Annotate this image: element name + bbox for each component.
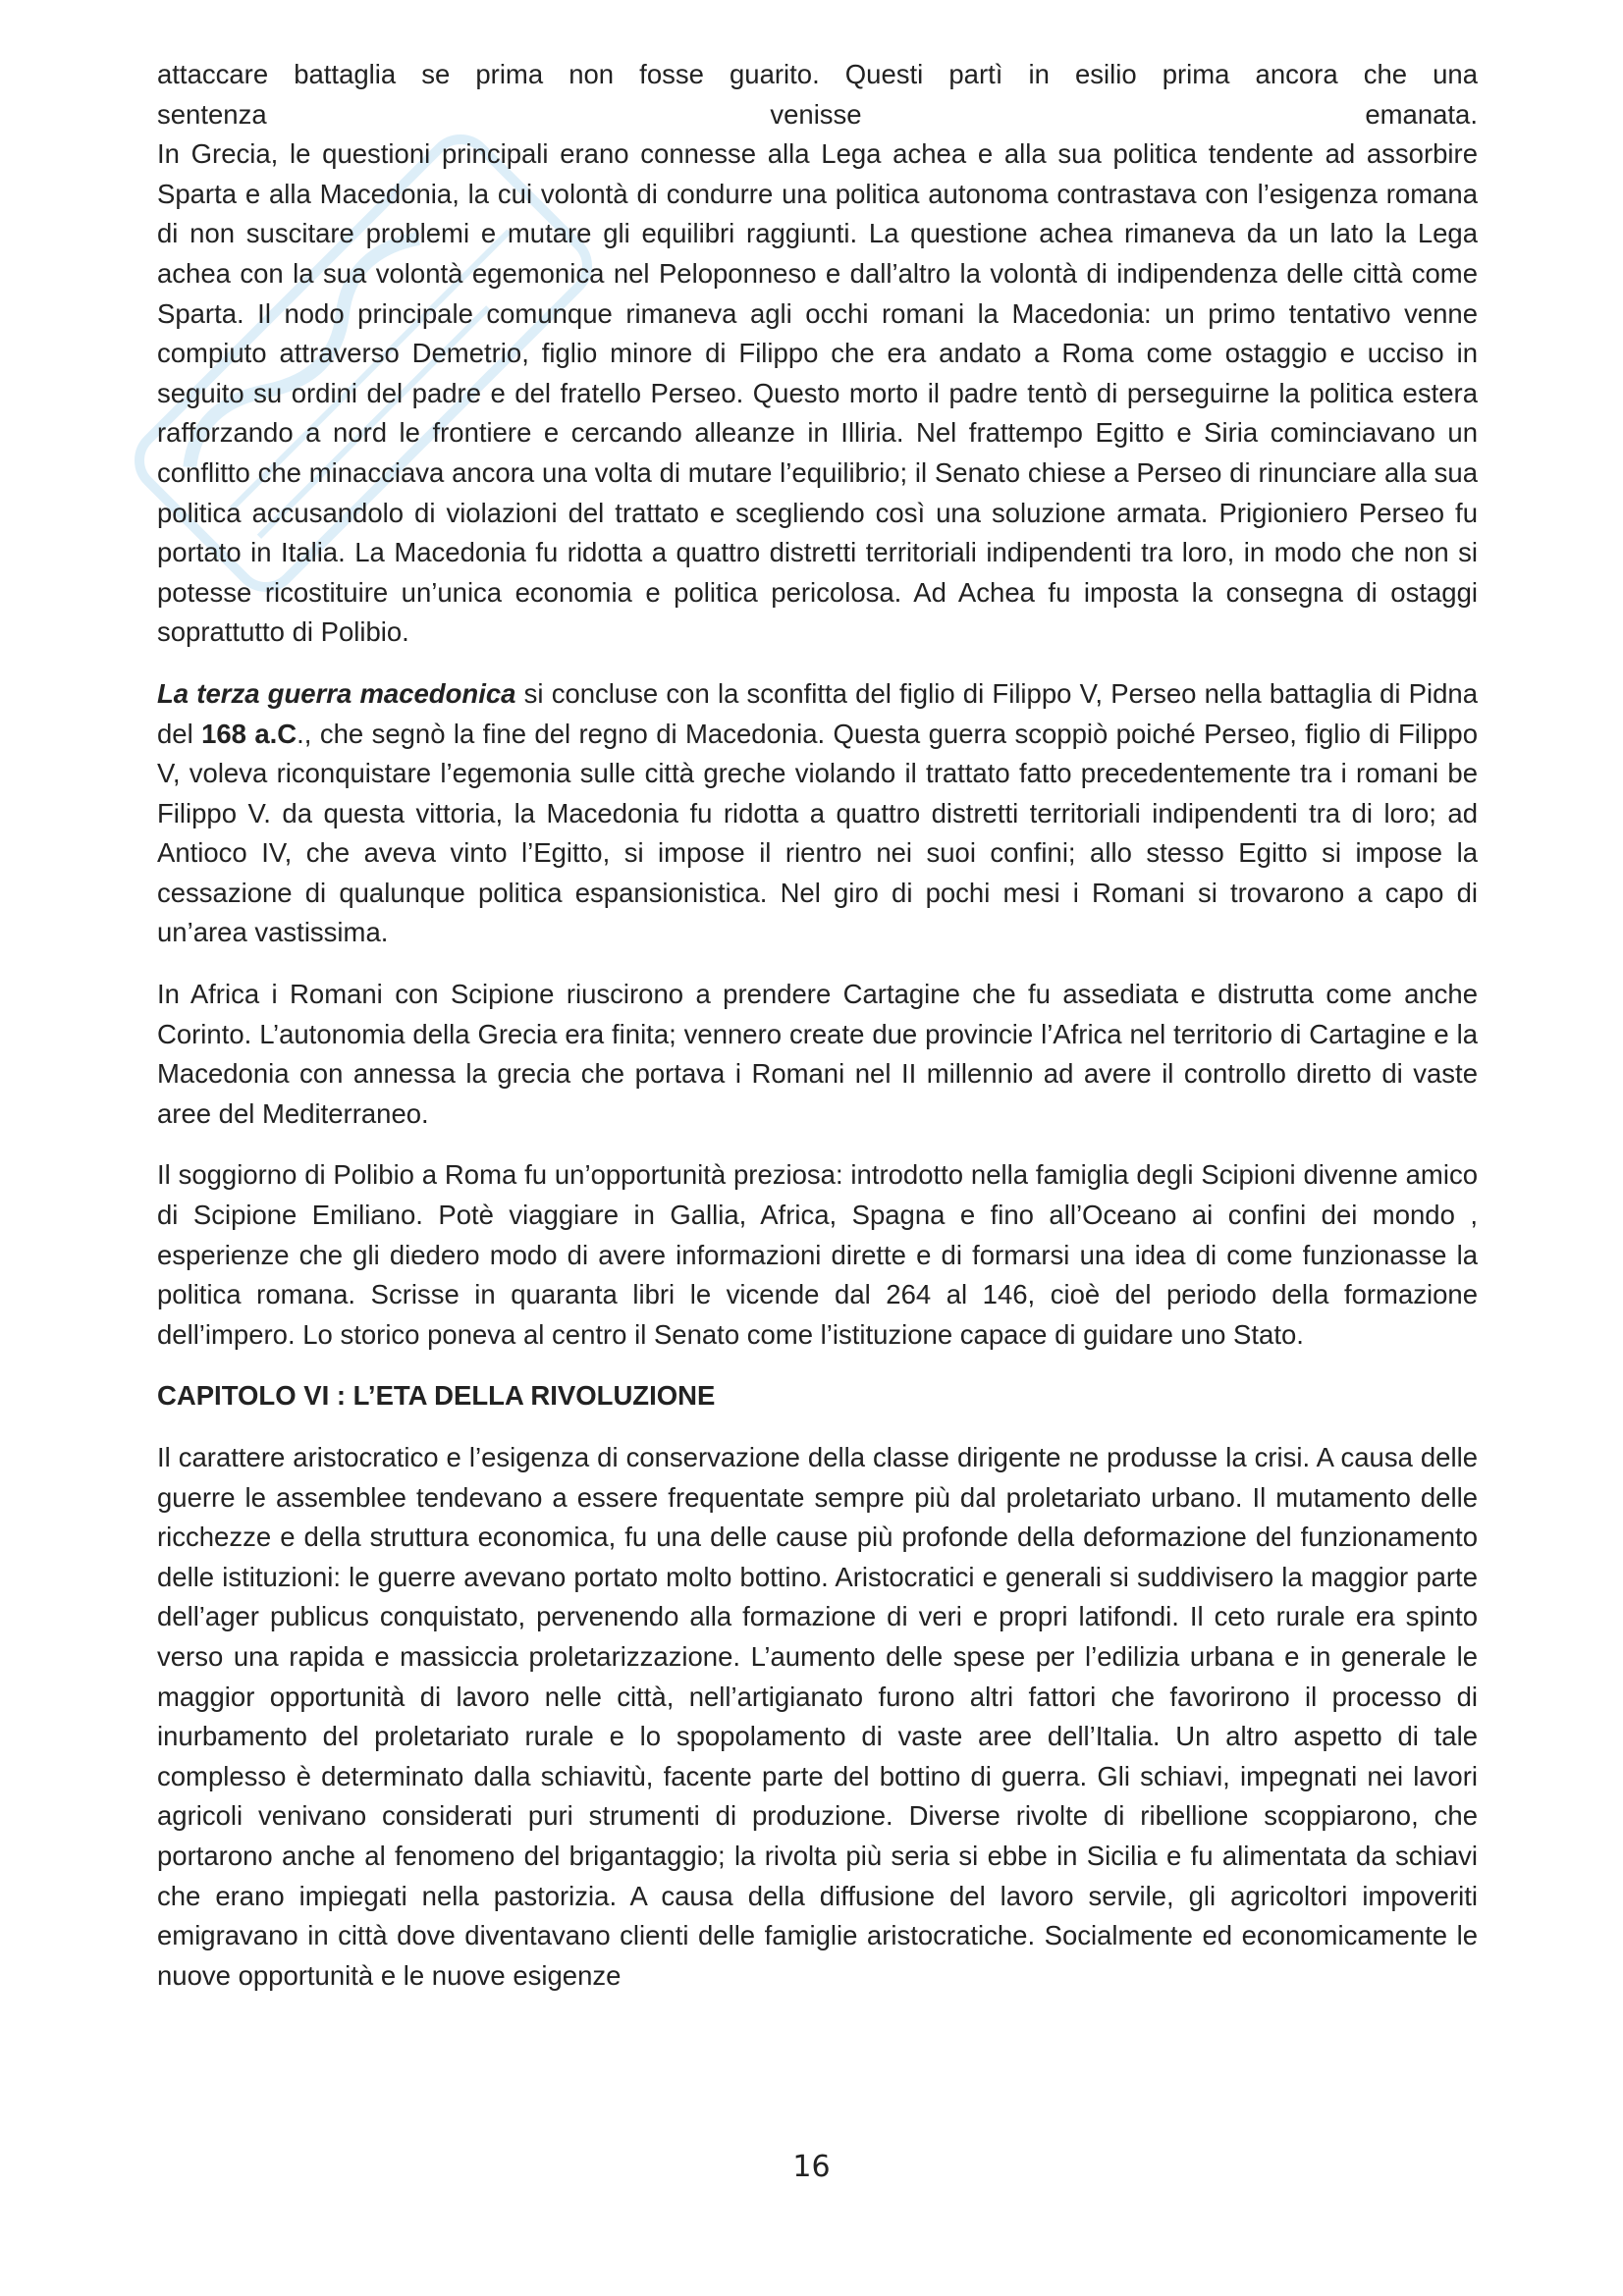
paragraph-3: In Africa i Romani con Scipione riuscirono a prendere Cartagine che fu assediata e distrutta come anche Corinto. L’autonomia della Grecia era finita; vennero create due provincie l’Africa nel territorio di Cartagine e la Macedonia con annessa la grecia che portava i Romani nel II millennio ad avere il controllo diretto di vaste aree del Mediterraneo. — [157, 979, 1478, 1129]
paragraph-2-text-a: si concluse con la sconfitta del figlio di Filippo V, Perseo nella battaglia di Pidna del — [157, 677, 1478, 749]
paragraph-2-text-b: ., che segnò la fine del regno di Macedonia. Questa guerra scoppiò poiché Perseo, figlio di Filippo V, voleva riconquistare l’egemonia sulle città greche violando il trattato fatto precedentemente tra i romani be Filippo V. da questa vittoria, la Macedonia fu ridotta a quattro distretti territoriali indipendenti tra di loro; ad Antioco IV, che aveva vinto l’Egitto, si impose il rientro nei suoi confini; allo stesso Egitto si impose la cessazione di qualunque politica espansionistica. Nel giro di pochi mesi i Romani si trovarono a capo di un’area vastissima. — [157, 718, 1478, 948]
document-page — [157, 55, 1478, 1996]
chapter-heading: CAPITOLO VI : L’ETA DELLA RIVOLUZIONE — [157, 1380, 716, 1412]
paragraph-2 — [157, 674, 1478, 953]
paragraph-2-title: La terza guerra macedonica — [157, 677, 516, 709]
paragraph-1-line-2: sentenza venisse emanata. — [157, 98, 1478, 130]
paragraph-1 — [157, 55, 1478, 653]
paragraph-2-date: 168 a.C — [201, 718, 298, 749]
paragraph-5: Il carattere aristocratico e l’esigenza di conservazione della classe dirigente ne produsse la crisi. A causa delle guerre le assemblee tendevano a essere frequentate sempre più dal proletariato urbano. Il mutamento delle ricchezze e della struttura economica, fu una delle cause più profonde della deformazione del funzionamento delle istituzioni: le guerre avevano portato molto bottino. Aristocratici e generali si suddivisero la maggior parte dell’ager publicus conquistato, pervenendo alla formazione di veri e propri latifondi. Il ceto rurale era spinto verso una rapida e massiccia proletarizzazione. L’aumento delle spese per l’edilizia urbana e in generale le maggior opportunità di lavoro nelle città, nell’artigianato furono altri fattori che favorirono il processo di inurbamento del proletariato rurale e lo spopolamento di vaste aree dell’Italia. Un altro aspetto di tale complesso è determinato dalla schiavitù, facente parte del bottino di guerra. Gli schiavi, impegnati nei lavori agricoli venivano considerati puri strumenti di produzione. Diverse rivolte di ribellione scoppiarono, che portarono anche al fenomeno del brigantaggio; la rivolta più seria si ebbe in Sicilia e fu alimentata da schiavi che erano impiegati nella pastorizia. A causa della diffusione del lavoro servile, gli agricoltori impoveriti emigravano in città dove diventavano clienti delle famiglie aristocratiche. Socialmente ed economicamente le nuove opportunità e le nuove esigenze — [157, 1442, 1478, 1991]
paragraph-1-line-1: attaccare battaglia se prima non fosse guarito. Questi partì in esilio prima ancora che una — [157, 59, 1478, 89]
paragraph-4: Il soggiorno di Polibio a Roma fu un’opportunità preziosa: introdotto nella famiglia degli Scipioni divenne amico di Scipione Emiliano. Potè viaggiare in Gallia, Africa, Spagna e fino all’Oceano ai confini dei mondo , esperienze che gli diedero modo di avere informazioni dirette e di formarsi una idea di come funzionasse la politica romana. Scrisse in quaranta libri le vicende dal 264 al 146, cioè del periodo della formazione dell’impero. Lo storico poneva al centro il Senato come l’istituzione capace di guidare uno Stato. — [157, 1159, 1478, 1350]
page-number: 16 — [792, 2150, 831, 2184]
paragraph-1-body: In Grecia, le questioni principali erano connesse alla Lega achea e alla sua politica tendente ad assorbire Sparta e alla Macedonia, la cui volontà di condurre una politica autonoma contrastava con l’esigenza romana di non suscitare problemi e mutare gli equilibri raggiunti. La questione achea rimaneva da un lato la Lega achea con la sua volontà egemonica nel Peloponneso e dall’altro la volontà di indipendenza delle città come Sparta. Il nodo principale comunque rimaneva agli occhi romani la Macedonia: un primo tentativo venne compiuto attraverso Demetrio, figlio minore di Filippo che era andato a Roma come ostaggio e ucciso in seguito su ordini del padre e del fratello Perseo. Questo morto il padre tentò di perseguirne la politica estera rafforzando a nord le frontiere e cercando alleanze in Illiria. Nel frattempo Egitto e Siria cominciavano un conflitto che minacciava ancora una volta di mutare l’equilibrio; il Senato chiese a Perseo di rinunciare alla sua politica accusandolo di violazioni del trattato e scegliendo così una soluzione armata. Prigioniero Perseo fu portato in Italia. La Macedonia fu ridotta a quattro distretti territoriali indipendenti tra loro, in modo che non si potesse ricostituire un’unica economia e politica pericolosa. Ad Achea fu imposta la consegna di ostaggi soprattutto di Polibio. — [157, 138, 1478, 648]
